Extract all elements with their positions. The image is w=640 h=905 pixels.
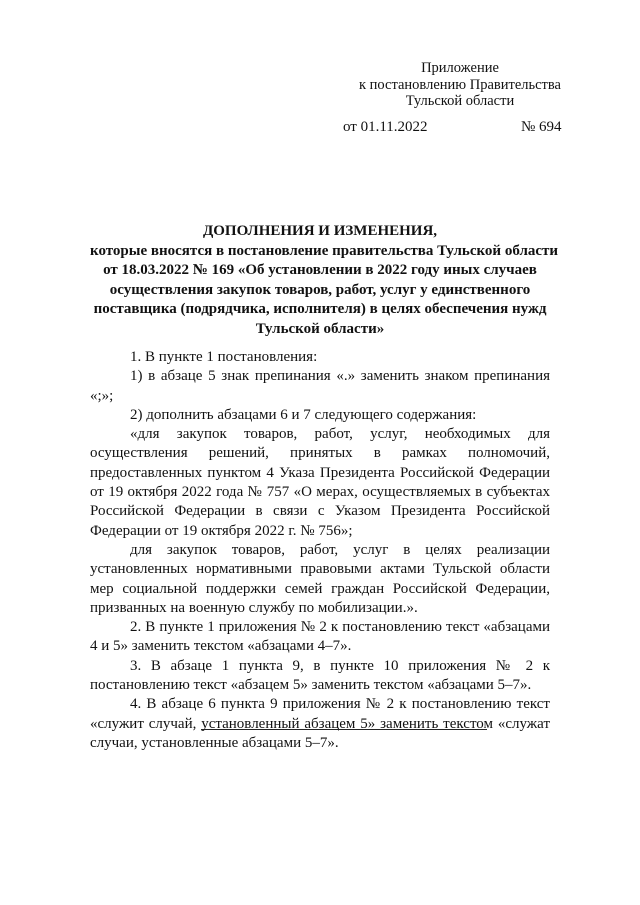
appendix-line-2: к постановлению Правительства <box>359 76 561 93</box>
title-line-4: осуществления закупок товаров, работ, услуг у единственного <box>109 281 531 298</box>
title-line-5: поставщика (подрядчика, исполнителя) в целях обеспечения нужд <box>93 301 547 317</box>
appendix-header <box>340 60 580 110</box>
closing-divider <box>201 729 487 730</box>
document-number: № 694 <box>521 119 562 135</box>
document-title <box>90 222 559 339</box>
appendix-line-1: Приложение <box>421 60 499 76</box>
title-line-3: от 18.03.2022 № 169 «Об установлении в 2022 году иных случаев <box>103 262 537 278</box>
title-line-1: ДОПОЛНЕНИЯ И ИЗМЕНЕНИЯ, <box>202 223 438 239</box>
document-date: от 01.11.2022 <box>343 119 428 135</box>
paragraph-1: 1. В пункте 1 постановления: <box>130 349 318 365</box>
paragraph-4: «для закупок товаров, работ, услуг, необходимых для осуществления решений, принятых в рамках полномочий, предоставленных пунктом 4 Указа Президента Российской Федерации от 19 октября 2022 года № 757 «О мерах, осуществляемых в субъектах Российской Федерации в связи с Указом Президента Российской Федерации от 19 октября 2022 г. № 756»; <box>90 426 550 539</box>
paragraph-8: 4. В абзаце 6 пункта 9 приложения № 2 к постановлению текст «служит случай, установленный абзацем 5» заменить текстом «служат случаи, установленные абзацами 5–7». <box>90 696 550 751</box>
paragraph-3: 2) дополнить абзацами 6 и 7 следующего содержания: <box>130 406 477 423</box>
paragraph-2: 1) в абзаце 5 знак препинания «.» заменить знаком препинания «;»; <box>90 368 550 404</box>
paragraph-7: 3. В абзаце 1 пункта 9, в пункте 10 приложения № 2 к постановлению текст «абзацем 5» заменить текстом «абзацами 5–7». <box>90 657 550 694</box>
title-line-2: которые вносятся в постановление правительства Тульской области <box>90 242 559 259</box>
document-body <box>90 348 550 753</box>
title-line-6: Тульской области» <box>255 320 385 337</box>
appendix-line-3: Тульской области <box>405 93 515 109</box>
paragraph-5: для закупок товаров, работ, услуг в целях реализации установленных нормативными правовыми актами Тульской области мер социальной поддержки семей граждан Российской Федерации, призванных на военную службу по мобилизации.». <box>90 541 550 616</box>
paragraph-6: 2. В пункте 1 приложения № 2 к постановлению текст «абзацами 4 и 5» заменить текстом «абзацами 4–7». <box>90 619 550 655</box>
